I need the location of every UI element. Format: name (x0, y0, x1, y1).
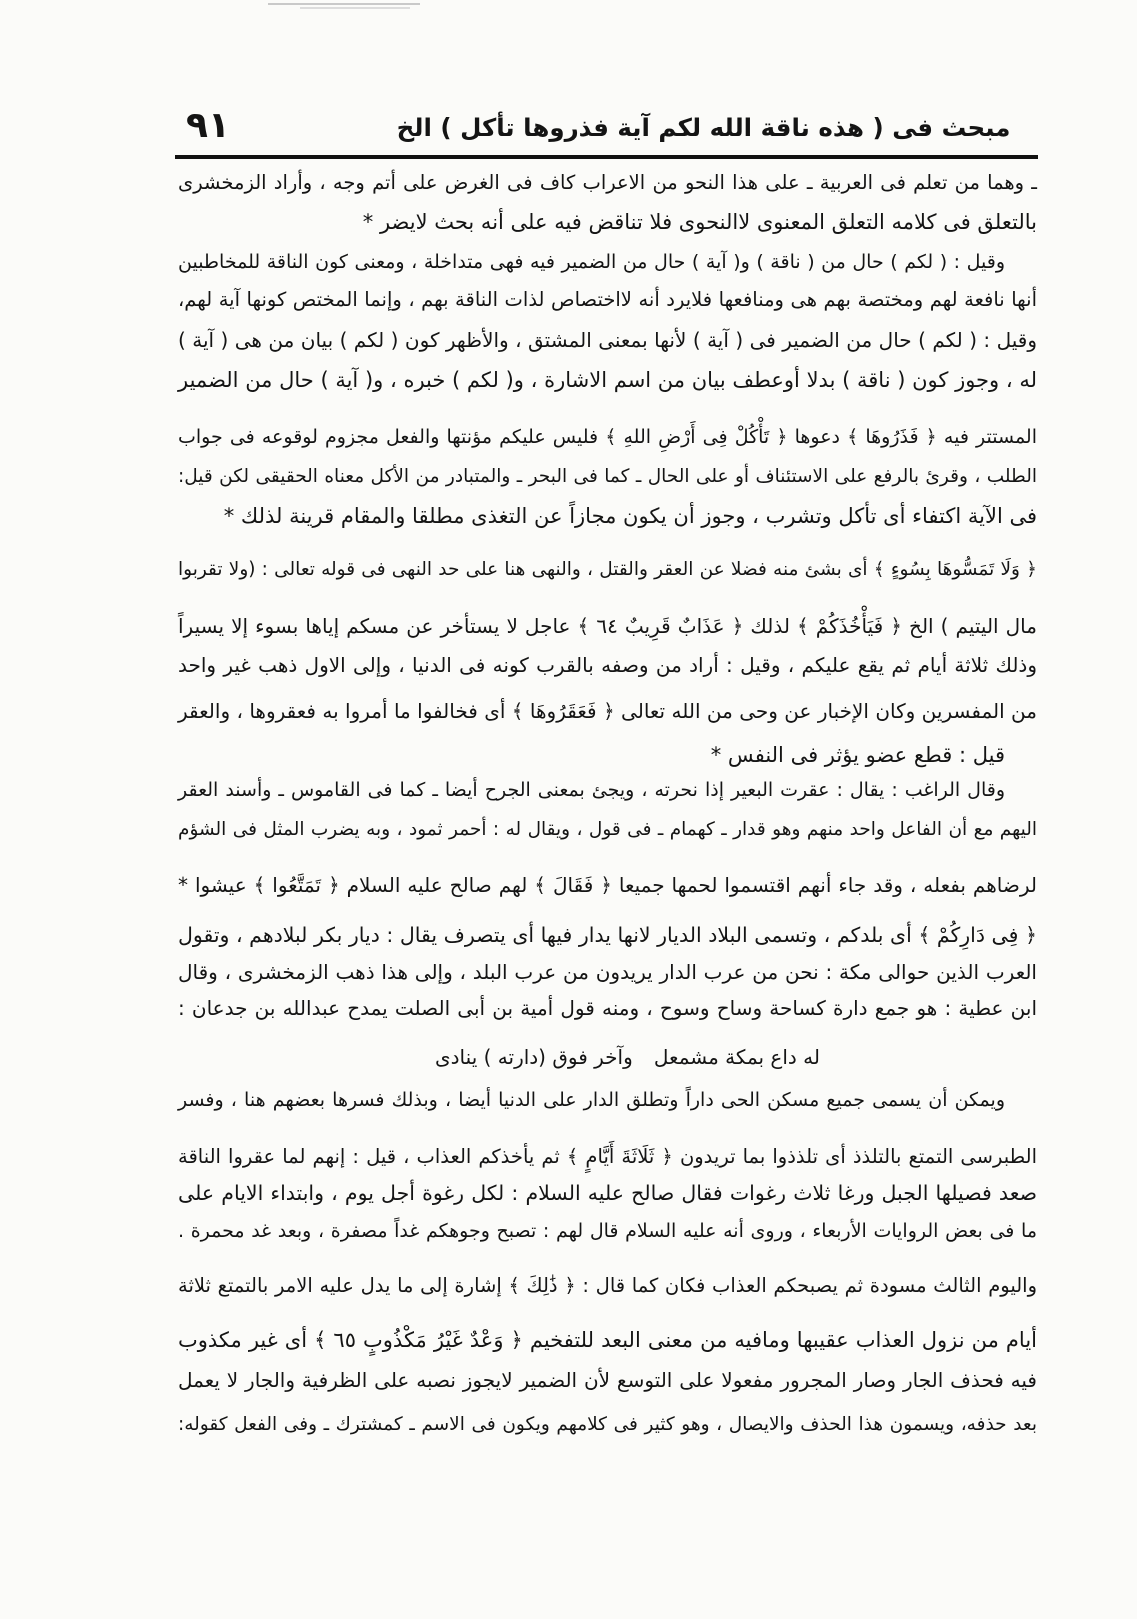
verse-line (435, 1039, 820, 1075)
text-line: وذلك ثلاثة أيام ثم يقع عليكم ، وقيل : أراد من وصفه بالقرب كونه فى الدنيا ، وإلى الاول ذهب غير واحد (178, 653, 1037, 677)
text-line: قيل : قطع عضو يؤثر فى النفس * (710, 743, 1005, 767)
verse-hemistich-first: له داع بمكة مشمعل (653, 1045, 820, 1069)
text-line: صعد فصيلها الجبل ورغا ثلاث رغوات فقال صالح عليه السلام : لكل رغوة أجل يوم ، وابتداء الايام على (178, 1181, 1037, 1205)
text-line: ما فى بعض الروايات الأربعاء ، وروى أنه عليه السلام قال لهم : تصبح وجوهكم غداً مصفرة ، وبعد غد محمرة . (178, 1220, 1037, 1242)
text-line: مال اليتيم ) الخ ﴿ فَيَأْخُذَكُمْ ﴾ لذلك ﴿ عَذَابٌ قَرِيبٌ ٦٤ ﴾ عاجل لا يستأخر عن مسكم إياها بسوء إلا يسيراً (178, 614, 1037, 638)
running-header: مبحث فى ( هذه ناقة الله لكم آية فذروها تأكل ) الخ (396, 113, 1011, 142)
text-line: وقيل : ( لكم ) حال من ( ناقة ) و( آية ) حال من الضمير فيه فهى متداخلة ، ومعنى كون الناقة للمخاطبين (178, 251, 1005, 273)
text-line: وقيل : ( لكم ) حال من الضمير فى ( آية ) لأنها بمعنى المشتق ، والأظهر كون ( لكم ) بيان من هى ( آية ) (178, 328, 1037, 352)
text-line: لرضاهم بفعله ، وقد جاء أنهم اقتسموا لحمها جميعا ﴿ فَقَالَ ﴾ لهم صالح عليه السلام ﴿ تَمَتَّعُوا ﴾ عيشوا * (178, 873, 1037, 897)
text-line: ويمكن أن يسمى جميع مسكن الحى داراً وتطلق الدار على الدنيا أيضا ، وبذلك فسرها بعضهم هنا ، وفسر (178, 1089, 1005, 1111)
text-line: ابن عطية : هو جمع دارة كساحة وساح وسوح ، ومنه قول أمية بن أبى الصلت يمدح عبدالله بن جدعان : (178, 996, 1037, 1020)
text-line: فيه فحذف الجار وصار المجرور مفعولا على التوسع لأن الضمير لايجوز نصبه على الظرفية والجار لا يعمل (178, 1368, 1037, 1392)
text-line: من المفسرين وكان الإخبار عن وحى من الله تعالى ﴿ فَعَقَرُوهَا ﴾ أى فخالفوا ما أمروا به فعقروها ، والعقر (178, 699, 1037, 723)
header-rule (175, 155, 1038, 159)
text-line: ـ وهما من تعلم فى العربية ـ على هذا النحو من الاعراب كاف فى الغرض على أتم وجه ، وأراد الزمخشرى (178, 171, 1037, 194)
text-line: واليوم الثالث مسودة ثم يصبحكم العذاب فكان كما قال : ﴿ ذَٰلِكَ ﴾ إشارة إلى ما يدل عليه الامر بالتمتع ثلاثة (178, 1274, 1037, 1297)
text-line: ﴿ فِى دَارِكُمْ ﴾ أى بلدكم ، وتسمى البلاد الديار لانها يدار فيها أى يتصرف يقال : ديار بكر لبلادهم ، وتقول (178, 923, 1037, 947)
text-line: العرب الذين حوالى مكة : نحن من عرب الدار يريدون من عرب البلد ، وإلى هذا ذهب الزمخشرى ، وقال (178, 960, 1037, 984)
text-line: بالتعلق فى كلامه التعلق المعنوى لاالنحوى فلا تناقض فيه على أنه بحث لايضر * (362, 210, 1037, 234)
text-line: له ، وجوز كون ( ناقة ) بدلا أوعطف بيان من اسم الاشارة ، و( لكم ) خبره ، و( آية ) حال من الضمير (178, 368, 1037, 392)
scan-edge-mark (300, 7, 410, 9)
text-line: الطلب ، وقرئ بالرفع على الاستئناف أو على الحال ـ كما فى البحر ـ والمتبادر من الأكل معناه الحقيقى لكن قيل: (178, 466, 1037, 487)
text-line: أنها نافعة لهم ومختصة بهم هى ومنافعها فلايرد أنه لااختصاص لذات الناقة بهم ، وإنما المختص كونها آية لهم، (178, 288, 1037, 311)
text-line: فى الآية اكتفاء أى تأكل وتشرب ، وجوز أن يكون مجازاً عن التغذى مطلقا والمقام قرينة لذلك * (223, 504, 1037, 528)
verse-hemistich-second: وآخر فوق (دارته ) ينادى (435, 1045, 633, 1069)
text-line: وقال الراغب : يقال : عقرت البعير إذا نحرته ، ويجئ بمعنى الجرح أيضا ـ كما فى القاموس ـ وأسند العقر (178, 779, 1005, 801)
scan-edge-mark (268, 3, 420, 5)
text-line: اليهم مع أن الفاعل واحد منهم وهو قدار ـ كهمام ـ فى قول ، ويقال له : أحمر ثمود ، وبه يضرب المثل فى الشؤم (178, 819, 1037, 840)
page-number: ٩١ (186, 105, 230, 146)
text-line: أيام من نزول العذاب عقيبها ومافيه من معنى البعد للتفخيم ﴿ وَعْدٌ غَيْرُ مَكْذُوبٍ ٦٥ ﴾ أى غير مكذوب (178, 1328, 1037, 1352)
text-line: ﴿ وَلَا تَمَسُّوهَا بِسُوءٍ ﴾ أى بشئ منه فضلا عن العقر والقتل ، والنهى هنا على حد النهى فى قوله تعالى : (ولا تقربوا (178, 559, 1037, 580)
text-line: بعد حذفه، ويسمون هذا الحذف والايصال ، وهو كثير فى كلامهم ويكون فى الاسم ـ كمشترك ـ وفى الفعل كقوله: (178, 1414, 1037, 1435)
text-line: الطبرسى التمتع بالتلذذ أى تلذذوا بما تريدون ﴿ ثَلَاثَةَ أَيَّامٍ ﴾ ثم يأخذكم العذاب ، قيل : إنهم لما عقروا الناقة (178, 1145, 1037, 1168)
text-line: المستتر فيه ﴿ فَذَرُوهَا ﴾ دعوها ﴿ تَأْكُلْ فِى أَرْضِ اللهِ ﴾ فليس عليكم مؤنتها والفعل مجزوم لوقوعه فى جواب (178, 426, 1037, 448)
